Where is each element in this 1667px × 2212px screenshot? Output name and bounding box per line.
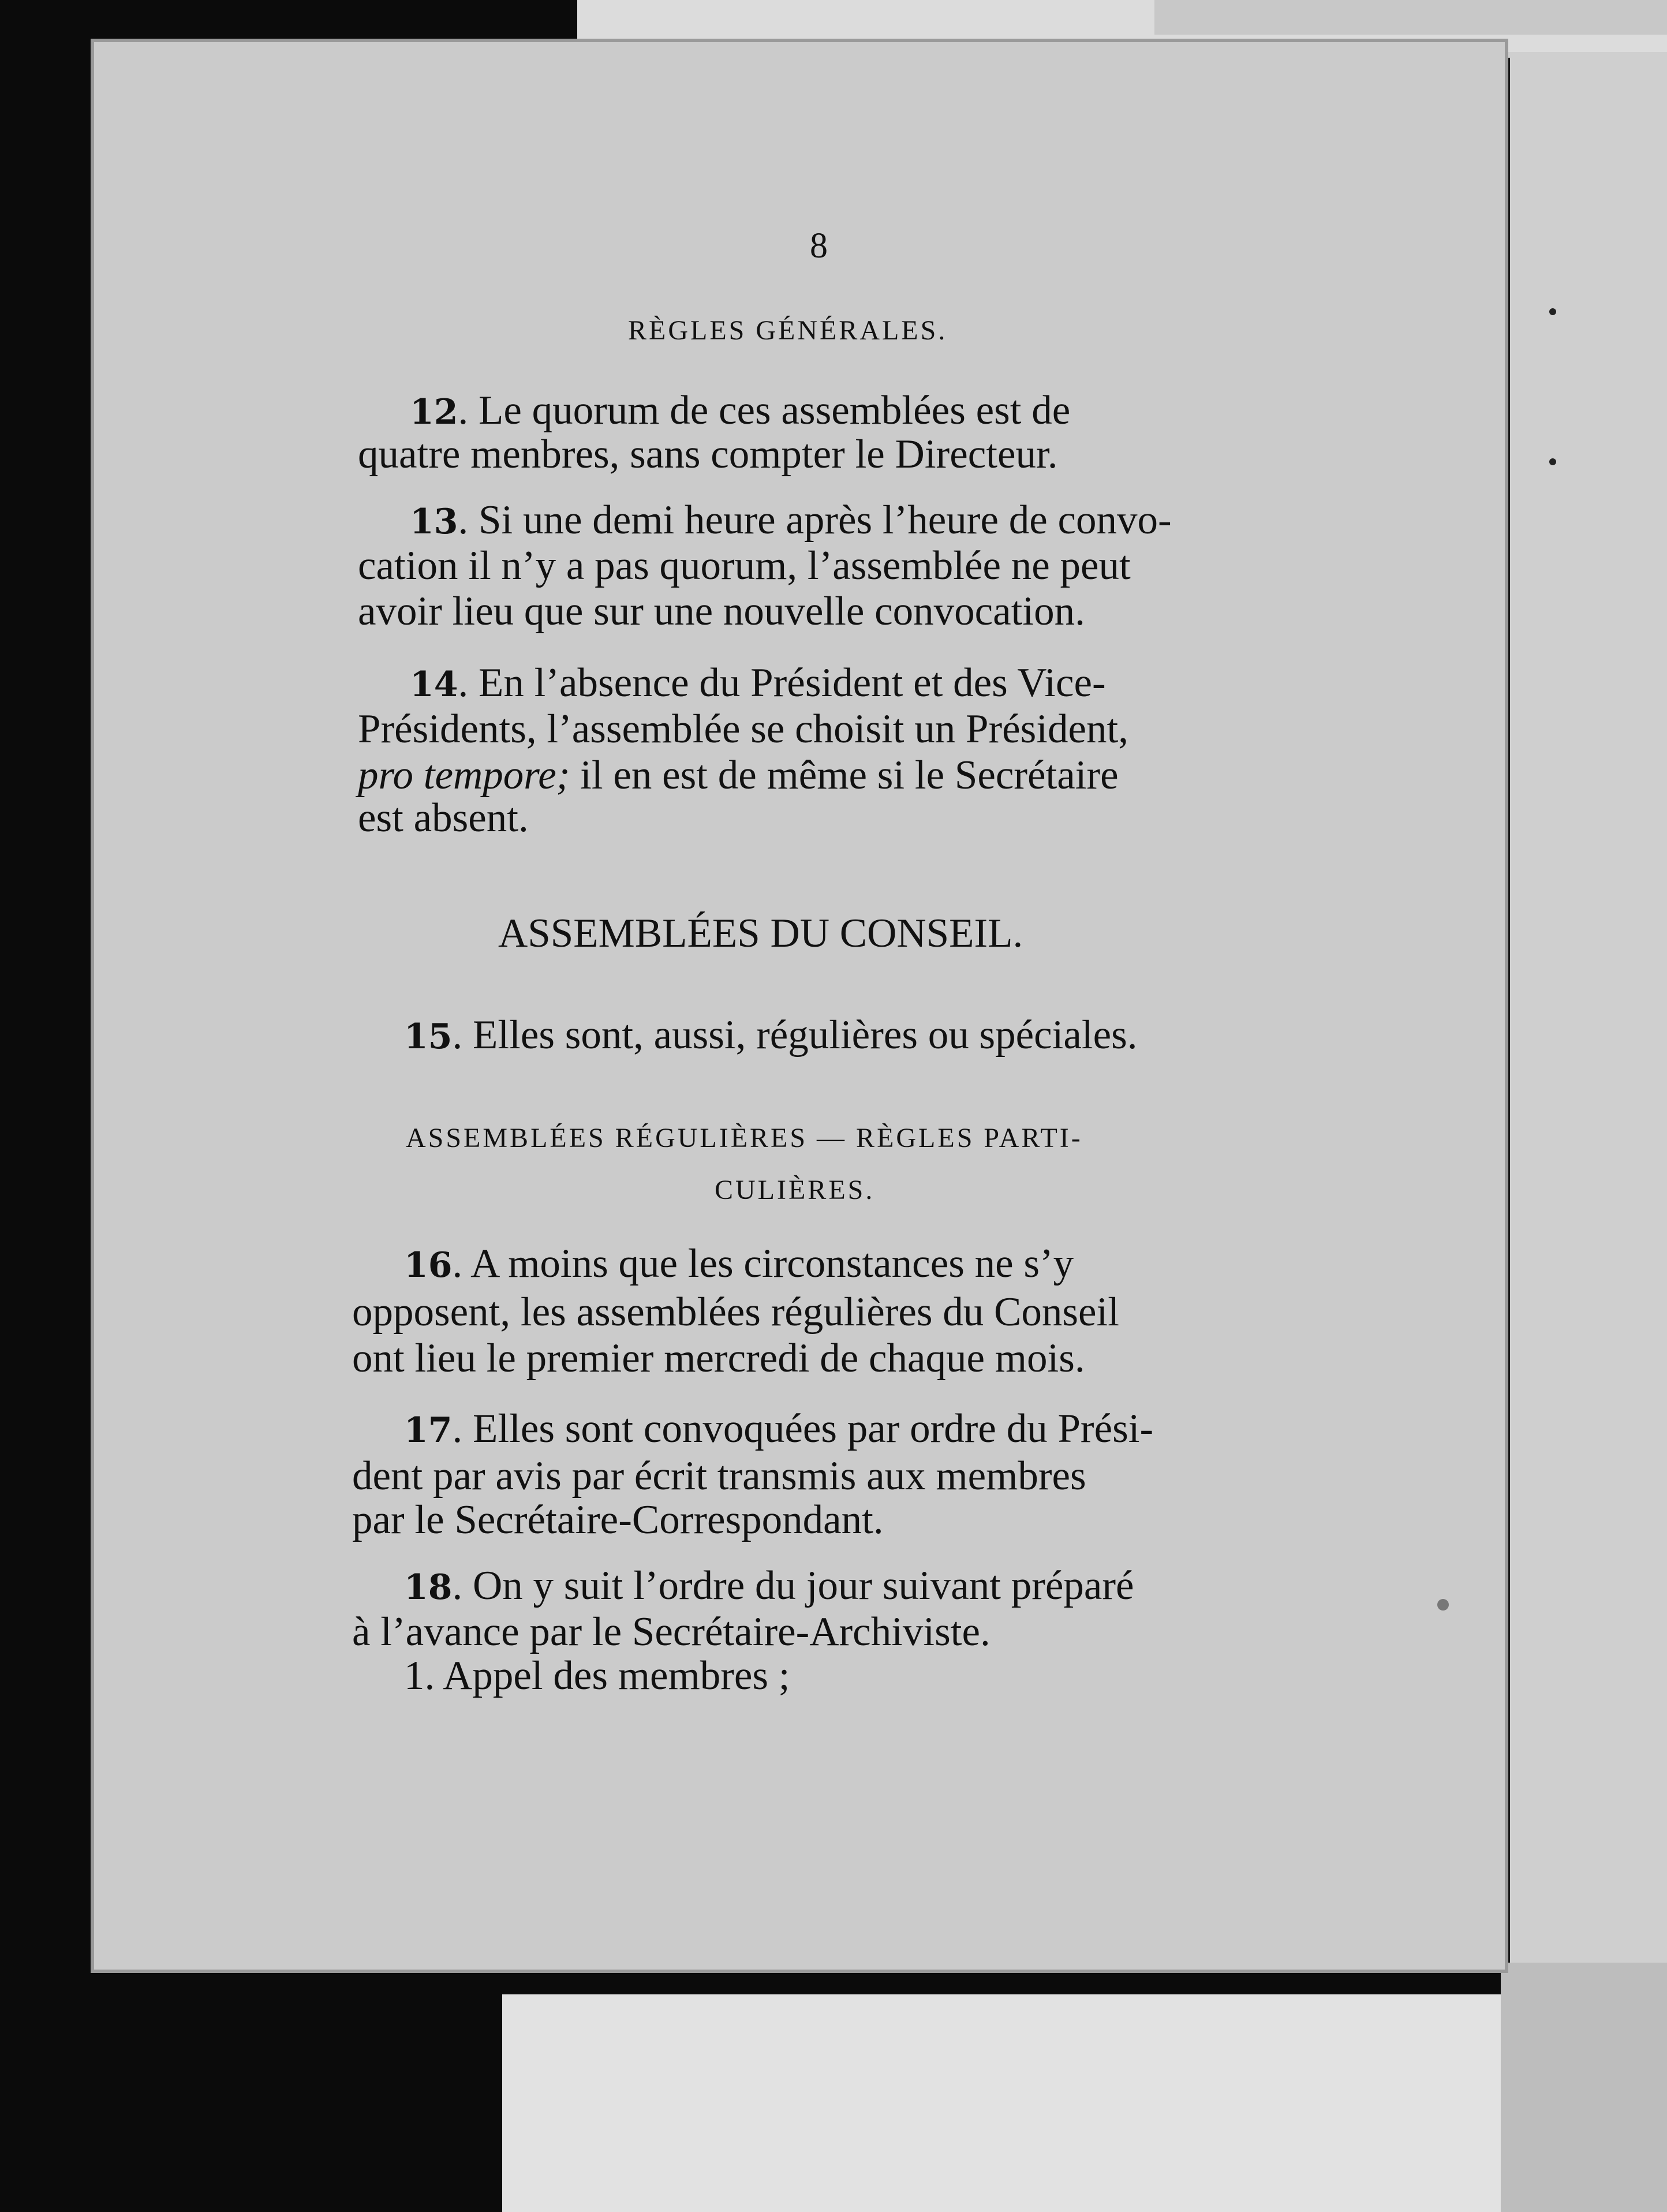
article-number-18: 18 (404, 1567, 453, 1608)
section-heading-general-rules: RÈGLES GÉNÉRALES. (628, 315, 948, 346)
article-12-text: Le quorum de ces assemblées est de (479, 388, 1071, 433)
article-17-text: Elles sont convoquées par ordre du Prési- (473, 1406, 1154, 1451)
article-13-text: Si une demi heure après l’heure de convo- (479, 498, 1172, 543)
article-12-line-1: 12. Le quorum de ces assemblées est de (410, 388, 1071, 433)
article-16-line-2: opposent, les assemblées régulières du Conseil (352, 1290, 1119, 1335)
article-17-line-3: par le Secrétaire-Correspondant. (352, 1497, 884, 1542)
article-number-13: 13 (410, 502, 458, 542)
article-15-line-1: 15. Elles sont, aussi, régulières ou spéciales. (404, 1012, 1138, 1058)
article-14-line-2: Présidents, l’assemblée se choisit un Président, (358, 707, 1128, 752)
section-heading-council: ASSEMBLÉES DU CONSEIL. (498, 911, 1023, 956)
article-number-14: 14 (410, 664, 458, 705)
article-12-line-2: quatre menbres, sans compter le Directeur. (358, 432, 1058, 477)
article-14-line-3 (358, 755, 1119, 796)
article-number-16: 16 (404, 1245, 453, 1286)
article-15-text: Elles sont, aussi, régulières ou spéciales. (473, 1012, 1138, 1058)
article-number-15: 15 (404, 1017, 453, 1057)
article-13-line-2: cation il n’y a pas quorum, l’assemblée ne peut (358, 543, 1131, 588)
article-14-line-3-rest: il en est de même si le Secrétaire (580, 753, 1119, 798)
article-14-line-1: 14. En l’absence du Président et des Vice- (410, 660, 1106, 705)
article-18-line-2: à l’avance par le Secrétaire-Archiviste. (352, 1609, 991, 1654)
article-13-line-3: avoir lieu que sur une nouvelle convocation. (358, 589, 1085, 634)
article-14-line-4: est absent. (358, 795, 529, 840)
article-17-line-1: 17. Elles sont convoquées par ordre du Prési- (404, 1406, 1154, 1451)
article-18-item-1: 1. Appel des membres ; (404, 1653, 790, 1698)
article-number-12: 12 (410, 392, 458, 432)
article-14-text: En l’absence du Président et des Vice- (479, 660, 1106, 705)
article-number-17: 17 (404, 1410, 453, 1451)
article-13-line-1: 13. Si une demi heure après l’heure de convo- (410, 498, 1172, 543)
page-number: 8 (810, 226, 828, 266)
italic-pro-tempore: pro tempore; (358, 753, 570, 798)
article-18-text: On y suit l’ordre du jour suivant préparé (473, 1563, 1134, 1608)
article-16-text: A moins que les circonstances ne s’y (470, 1241, 1074, 1286)
section-heading-regular-line-1: ASSEMBLÉES RÉGULIÈRES — RÈGLES PARTI- (406, 1123, 1083, 1153)
section-heading-regular-line-2: CULIÈRES. (715, 1175, 875, 1205)
article-17-line-2: dent par avis par écrit transmis aux membres (352, 1454, 1086, 1499)
article-16-line-1: 16. A moins que les circonstances ne s’y (404, 1241, 1074, 1286)
article-16-line-3: ont lieu le premier mercredi de chaque mois. (352, 1336, 1085, 1381)
article-18-line-1: 18. On y suit l’ordre du jour suivant préparé (404, 1563, 1134, 1608)
